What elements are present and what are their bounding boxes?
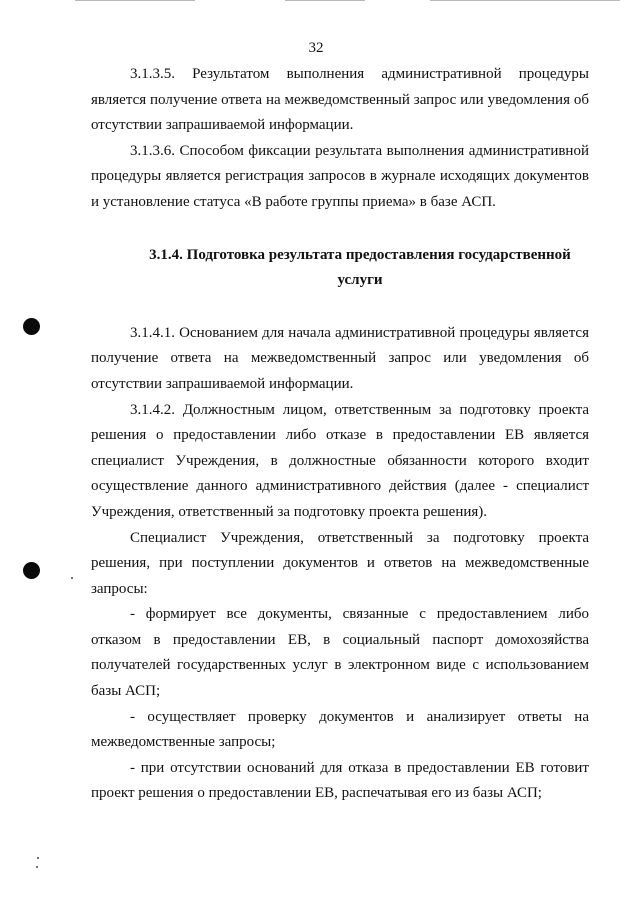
heading-line-1: 3.1.4. Подготовка результата предоставления государственной: [149, 246, 571, 263]
paragraph-3-1-3-6: 3.1.3.6. Способом фиксации результата выполнения административной процедуры является регистрация запросов в журнале исходящих документов и установление статуса «В работе группы приема» в базе АСП.: [91, 142, 589, 210]
scan-speck: [37, 857, 39, 859]
list-item-prepares-draft: - при отсутствии оснований для отказа в предоставлении ЕВ готовит проект решения о предоставлении ЕВ, распечатывая его из базы АСП;: [91, 759, 589, 802]
paragraph-3-1-4-2: 3.1.4.2. Должностным лицом, ответственным за подготовку проекта решения о предоставлении либо отказе в предоставлении ЕВ является специалист Учреждения, в должностные обязанности которого входит осуществление данного административного действия (далее - специалист Учреждения, ответственный за подготовку проекта решения).: [91, 401, 589, 520]
list-item-checks-documents: - осуществляет проверку документов и анализирует ответы на межведомственные запросы;: [91, 708, 589, 751]
paragraph-specialist-duties: Специалист Учреждения, ответственный за подготовку проекта решения, при поступлении документов и ответов на межведомственные запросы:: [91, 529, 589, 597]
paragraph-3-1-4-1: 3.1.4.1. Основанием для начала административной процедуры является получение ответа на межведомственный запрос или уведомления об отсутствии запрашиваемой информации.: [91, 324, 589, 392]
list-item-forms-documents: - формирует все документы, связанные с предоставлением либо отказом в предоставлении ЕВ, в социальный паспорт домохозяйства получателей государственных услуг в электронном виде с использованием базы АСП;: [91, 606, 589, 700]
heading-line-2: услуги: [337, 272, 383, 289]
scan-edge-line: [75, 0, 195, 1]
scan-edge-line: [285, 0, 365, 1]
scan-speck: [71, 577, 73, 579]
scan-speck: [36, 866, 38, 868]
paragraph-3-1-3-5: 3.1.3.5. Результатом выполнения административной процедуры является получение ответа на межведомственный запрос или уведомления об отсутствии запрашиваемой информации.: [91, 66, 589, 134]
document-body: [91, 62, 589, 807]
punch-hole-mark: [23, 562, 40, 579]
punch-hole-mark: [23, 318, 40, 335]
page-number: 32: [308, 40, 324, 56]
section-heading-3-1-4: [91, 243, 589, 294]
scan-edge-line: [430, 0, 620, 1]
